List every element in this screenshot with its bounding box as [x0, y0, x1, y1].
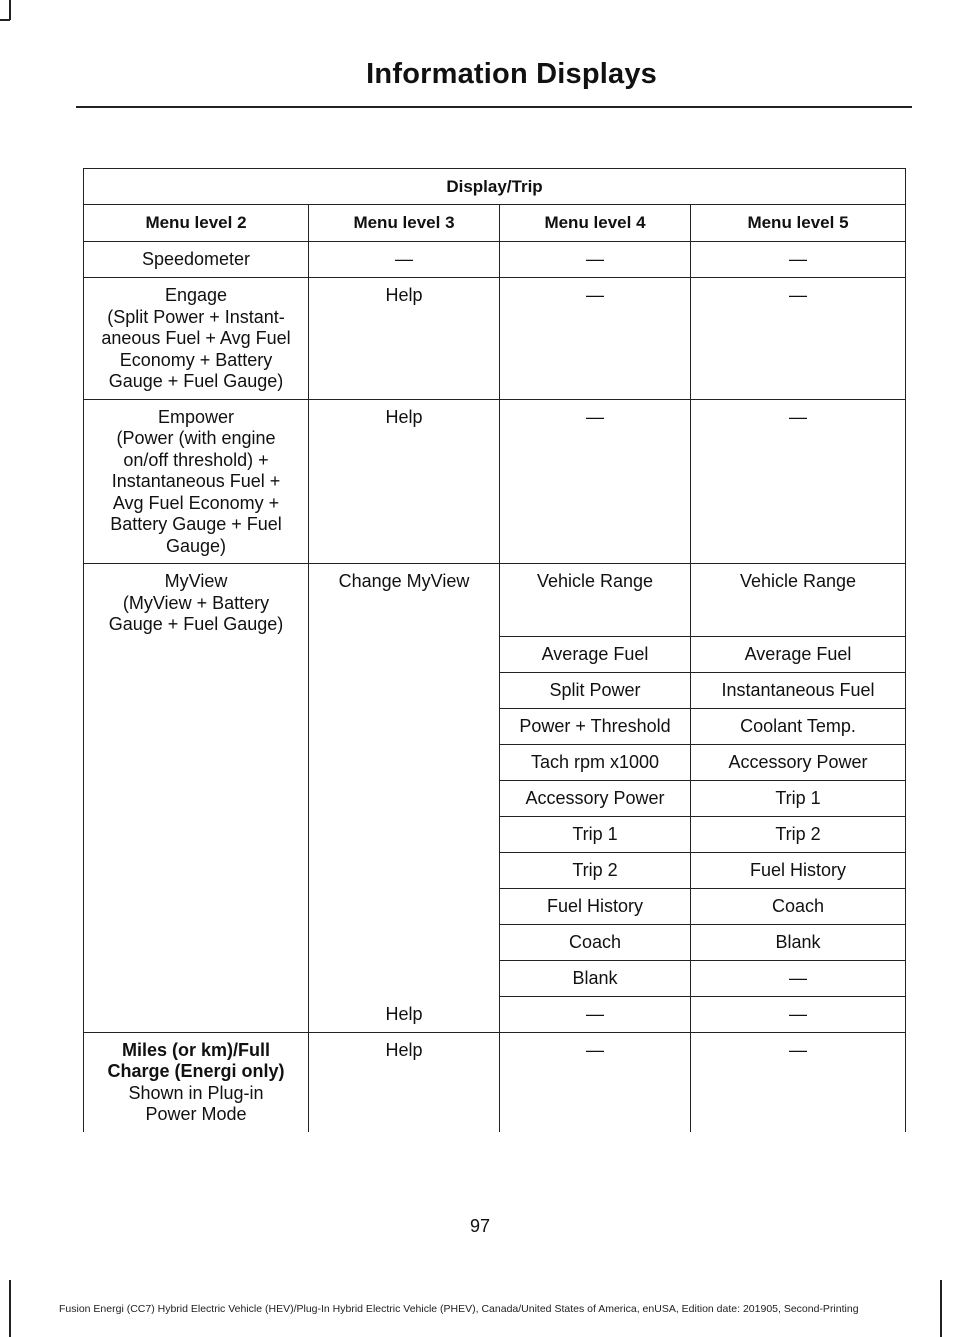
table-cell: Speedometer [84, 242, 309, 278]
item-detail: Power Mode [145, 1104, 247, 1124]
table-cell: Blank [691, 925, 906, 961]
crop-mark [0, 19, 10, 21]
table-cell: Coach [691, 889, 906, 925]
header-divider [76, 106, 912, 108]
item-detail: Gauge + Fuel Gauge) [108, 614, 284, 634]
table-cell [84, 399, 309, 564]
table-cell: — [691, 997, 906, 1033]
table-cell: — [309, 242, 500, 278]
table-cell: — [500, 278, 691, 400]
item-detail: Gauge) [165, 535, 227, 556]
item-name-line: Charge (Energi only) [107, 1061, 285, 1081]
table-row [84, 399, 906, 564]
table-cell: — [500, 1032, 691, 1132]
table-cell: Vehicle Range [691, 564, 906, 637]
table-cell [84, 564, 309, 1033]
table-cell: Trip 1 [691, 781, 906, 817]
crop-mark [9, 0, 11, 20]
table-cell: Help [309, 399, 500, 564]
table-cell: — [691, 961, 906, 997]
table-cell: Average Fuel [691, 637, 906, 673]
table-cell [84, 1032, 309, 1132]
page-number: 97 [469, 1216, 491, 1236]
item-name [88, 1040, 304, 1062]
table-title: Display/Trip [84, 169, 906, 205]
item-name [88, 1061, 304, 1083]
item-detail: Instantaneous Fuel + [111, 471, 281, 491]
item-detail: (MyView + Battery [122, 592, 270, 613]
table-cell: Accessory Power [500, 781, 691, 817]
item-detail: on/off threshold) + [123, 449, 269, 470]
table-cell: Instantaneous Fuel [691, 673, 906, 709]
table-cell: Power + Threshold [500, 709, 691, 745]
column-header: Menu level 3 [309, 205, 500, 242]
item-detail: Avg Fuel Economy + [112, 492, 280, 513]
item-detail: Shown in Plug-in [128, 1082, 264, 1103]
column-header: Menu level 5 [691, 205, 906, 242]
page-title: Information Displays [366, 58, 657, 90]
table-cell: Help [309, 278, 500, 400]
table-row [84, 564, 906, 637]
table-cell: Split Power [500, 673, 691, 709]
item-detail: (Split Power + Instant- [107, 306, 285, 327]
footer-text: Fusion Energi (CC7) Hybrid Electric Vehicle (HEV)/Plug-In Hybrid Electric Vehicle (PHEV), Canada/United States of America, enUSA, Edition date: 201905, Second-Printing [59, 1303, 859, 1315]
item-detail: Battery Gauge + Fuel [110, 514, 282, 534]
table-cell: Help [309, 997, 500, 1033]
table-row [84, 278, 906, 400]
table-cell: Trip 1 [500, 817, 691, 853]
item-detail: Gauge + Fuel Gauge) [108, 371, 284, 391]
table-cell: Vehicle Range [500, 564, 691, 637]
table-cell: — [500, 399, 691, 564]
table-cell: — [500, 997, 691, 1033]
table-cell: Fuel History [691, 853, 906, 889]
table-cell: Trip 2 [500, 853, 691, 889]
table-row [84, 242, 906, 278]
column-header: Menu level 2 [84, 205, 309, 242]
table-cell: Help [309, 1032, 500, 1132]
item-detail: (Power (with engine [116, 428, 276, 448]
item-name: MyView [164, 571, 228, 591]
table-cell: Coach [500, 925, 691, 961]
table-cell: Fuel History [500, 889, 691, 925]
table-cell: — [691, 1032, 906, 1132]
table-cell [84, 278, 309, 400]
item-detail: aneous Fuel + Avg Fuel [101, 328, 291, 348]
column-header: Menu level 4 [500, 205, 691, 242]
table-row [84, 1032, 906, 1132]
table-cell: Coolant Temp. [691, 709, 906, 745]
table-cell: Average Fuel [500, 637, 691, 673]
display-trip-table [83, 168, 906, 1132]
table-cell: Blank [500, 961, 691, 997]
table-cell: Change MyView [309, 564, 500, 997]
table-cell: — [691, 242, 906, 278]
table-cell: Tach rpm x1000 [500, 745, 691, 781]
table-cell: — [691, 399, 906, 564]
table-cell: Trip 2 [691, 817, 906, 853]
item-name-line: Miles (or km)/Full [121, 1039, 271, 1060]
table-cell: Accessory Power [691, 745, 906, 781]
crop-mark [9, 1280, 11, 1337]
item-name: Engage [164, 285, 228, 305]
item-detail: Economy + Battery [119, 349, 273, 370]
table-cell: — [691, 278, 906, 400]
item-name: Empower [157, 406, 235, 427]
table-cell: — [500, 242, 691, 278]
